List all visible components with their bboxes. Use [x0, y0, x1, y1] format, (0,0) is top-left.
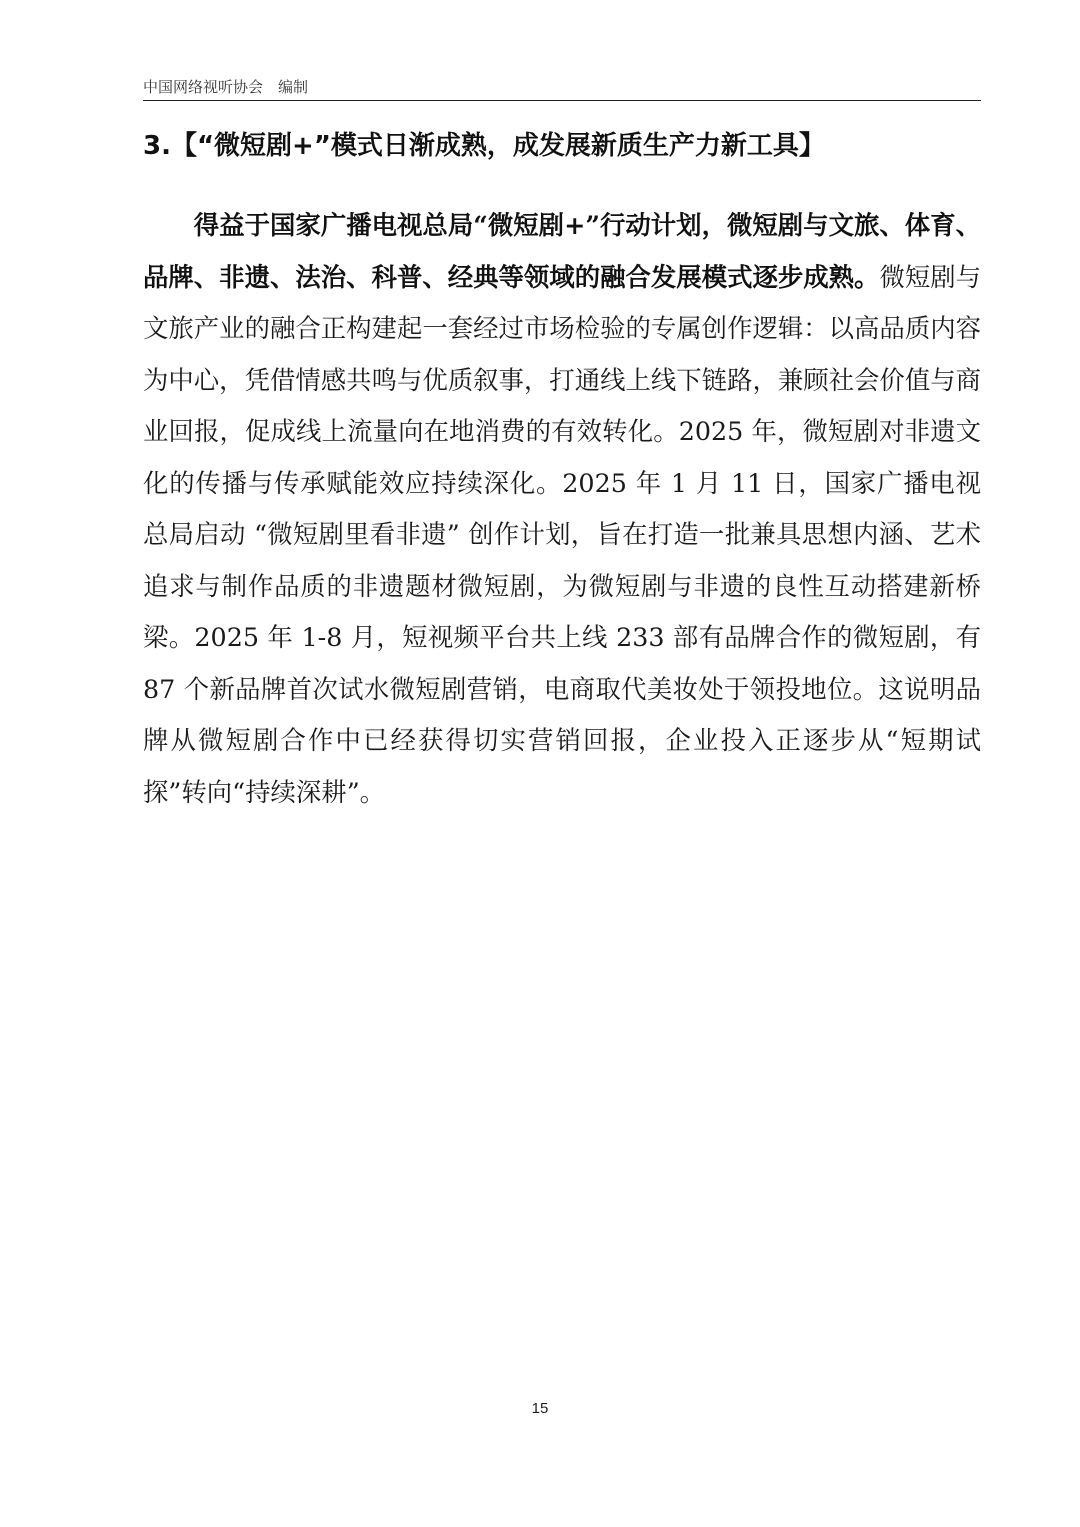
paragraph-body: 微短剧与文旅产业的融合正构建起一套经过市场检验的专属创作逻辑：以高品质内容为中心，凭借情感共鸣与优质叙事，打通线上线下链路，兼顾社会价值与商业回报，促成线上流量向在地消费的有效转化。2025 年，微短剧对非遗文化的传播与传承赋能效应持续深化。2025 年 1 月 11 日，国家广播电视总局启动 “微短剧里看非遗” 创作计划，旨在打造一批兼具思想内涵、艺术追求与制作品质的非遗题材微短剧，为微短剧与非遗的良性互动搭建新桥梁。2025 年 1-8 月，短视频平台共上线 233 部有品牌合作的微短剧，有 87 个新品牌首次试水微短剧营销，电商取代美妆处于领投地位。这说明品牌从微短剧合作中已经获得切实营销回报，企业投入正逐步从“短期试探”转向“持续深耕”。: [143, 261, 982, 807]
paragraph: [143, 200, 981, 818]
page-number: 15: [531, 1400, 549, 1417]
header-text: 中国网络视听协会 编制: [143, 78, 309, 96]
paragraph-bold-lead: 得益于国家广播电视总局“微短剧+”行动计划，微短剧与文旅、体育、品牌、非遗、法治、科普、经典等领域的融合发展模式逐步成熟。: [143, 210, 981, 292]
body-paragraph: [143, 200, 981, 818]
page-header: [143, 78, 981, 101]
section-title: 3.【“微短剧+”模式日渐成熟，成发展新质生产力新工具】: [143, 131, 825, 161]
